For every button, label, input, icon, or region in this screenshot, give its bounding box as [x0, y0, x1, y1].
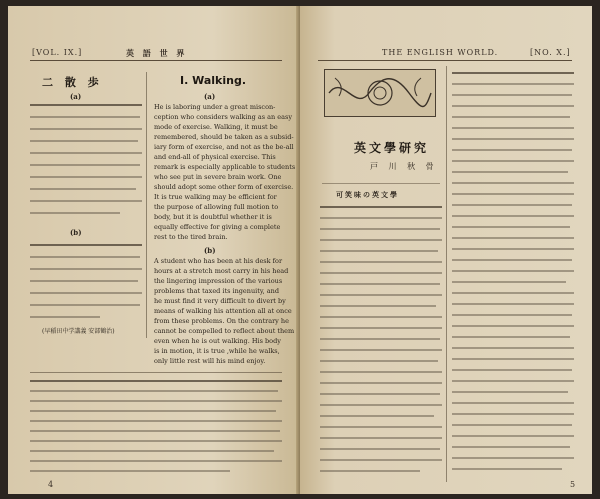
header-rule: [318, 60, 572, 61]
en-line: should adopt some other form of exercise.: [154, 183, 294, 191]
right-page: [300, 6, 592, 494]
en-line: the lingering impression of the various: [154, 277, 283, 285]
en-line: equally effective for giving a complete: [154, 223, 281, 231]
en-line: remark is especially applicable to students: [154, 163, 296, 171]
article-author: 戸 川 秋 骨: [370, 162, 438, 171]
en-line: hours at a stretch most carry in his head: [154, 267, 289, 275]
jp-mark-a: (a): [70, 92, 82, 101]
en-line: only little rest will his mind enjoy.: [154, 357, 266, 365]
en-line: ception who considers walking as an easy: [154, 113, 292, 121]
en-line: It is true walking may be efficient for: [154, 193, 277, 201]
en-line: mode of exercise. Walking, it must be: [154, 123, 278, 131]
left-header-title: 英 語 世 界: [126, 48, 188, 58]
en-line: problems that taxed its ingenuity, and: [154, 287, 280, 295]
en-mark-a: (a): [204, 92, 216, 101]
credit-line: (早稲田中学講義 安部鶴治): [42, 328, 115, 335]
en-line: the purpose of allowing full motion to: [154, 203, 279, 211]
en-line: even when he is out walking. His body: [154, 337, 281, 345]
right-page-number: 5: [570, 480, 576, 489]
column-divider: [146, 72, 147, 338]
right-header-title: THE ENGLISH WORLD.: [382, 48, 499, 57]
ornament-graphic: [325, 70, 435, 116]
notes-rule: [30, 372, 282, 373]
ornamental-banner: [324, 69, 436, 117]
en-mark-b: (b): [204, 246, 216, 255]
book-spread: [8, 6, 592, 494]
en-line: he must find it very difficult to divert by: [154, 297, 286, 305]
japanese-title: 二 散 歩: [42, 76, 103, 89]
en-line: and end-all of physical exercise. This: [154, 153, 276, 161]
left-header-volume: [VOL. IX.]: [32, 48, 83, 57]
article-title: 英文學研究: [354, 141, 430, 155]
en-line: from these problems. On the contrary he: [154, 317, 289, 325]
header-rule: [30, 60, 282, 61]
en-line: He is laboring under a great miscon-: [154, 103, 276, 111]
left-page: [8, 6, 300, 494]
column-divider: [446, 66, 447, 482]
title-rule: [322, 183, 440, 184]
en-line: means of walking his attention all at once: [154, 307, 292, 315]
right-header-number: [NO. X.]: [530, 48, 571, 57]
en-line: remembered, should be taken as a subsid-: [154, 133, 294, 141]
en-line: iary form of exercise, and not as the be-all: [154, 143, 294, 151]
en-line: is in motion, it is true ,while he walks,: [154, 347, 280, 355]
en-line: A student who has been at his desk for: [154, 257, 283, 265]
jp-mark-b: (b): [70, 228, 82, 237]
en-line: rest to the tired brain.: [154, 233, 228, 241]
en-line: who see put in severe brain work. One: [154, 173, 282, 181]
en-line: body, but it is doubtful whether it is: [154, 213, 272, 221]
article-subheading: 可笑味の英文學: [336, 190, 399, 199]
en-line: cannot be compelled to reflect about them: [154, 327, 295, 335]
left-page-number: 4: [48, 480, 54, 489]
english-title: I. Walking.: [180, 74, 247, 87]
